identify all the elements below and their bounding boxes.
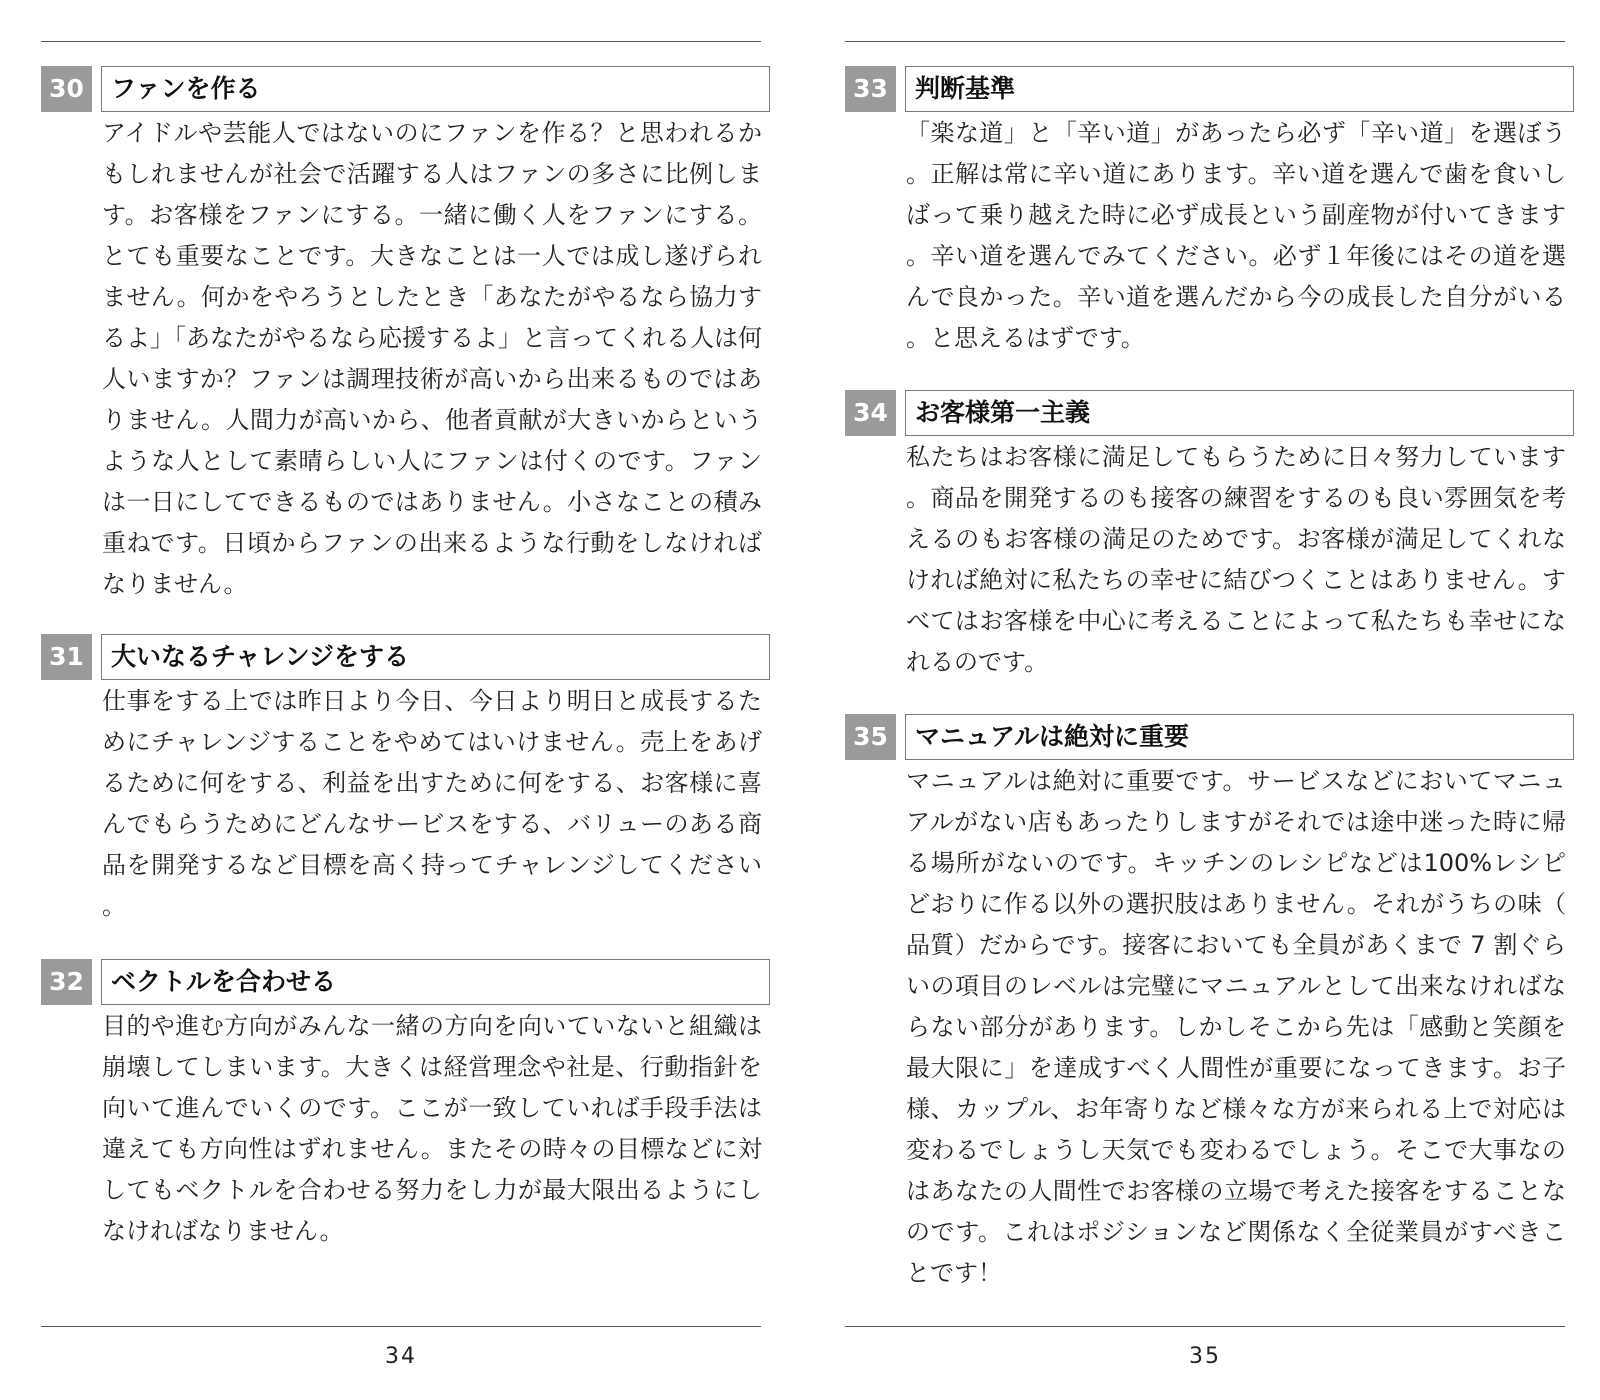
- section-34: [845, 390, 1565, 683]
- section-title: ベクトルを合わせる: [101, 959, 770, 1005]
- left-page: [41, 0, 761, 1400]
- section-35: [845, 714, 1565, 1294]
- section-header: [845, 714, 1565, 760]
- section-title: マニュアルは絶対に重要: [905, 714, 1574, 760]
- section-body: マニュアルは絶対に重要です。サービスなどにおいてマニュアルがない店もあったりしますがそれでは途中迷った時に帰る場所がないのです。キッチンのレシピなどは100%レシピどおりに作る以外の選択肢はありません。それがうちの味（品質）だからです。接客においても全員があくまで 7 割ぐらいの項目のレベルは完璧にマニュアルとして出来なければならない部分があります。しかしそこから先は「感動と笑顔を最大限に」を達成すべく人間性が重要になってきます。お子様、カップル、お年寄りなど様々な方が来られる上で対応は変わるでしょうし天気でも変わるでしょう。そこで大事なのはあなたの人間性でお客様の立場で考えた接客をすることなのです。これはポジションなど関係なく全従業員がすべきことです！: [906, 767, 1566, 1287]
- top-rule: [845, 41, 1565, 42]
- section-title: ファンを作る: [101, 66, 770, 112]
- page-number: 34: [385, 1344, 417, 1369]
- section-title: 大いなるチャレンジをする: [101, 634, 770, 680]
- section-header: [41, 634, 761, 680]
- section-number: 33: [845, 66, 896, 112]
- section-body: 目的や進む方向がみんな一緒の方向を向いていないと組織は崩壊してしまいます。大きくは経営理念や社是、行動指針を向いて進んでいくのです。ここが一致していれば手段手法は違えても方向性はずれません。またその時々の目標などに対してもベクトルを合わせる努力をし力が最大限出るようにしなければなりません。: [102, 1012, 762, 1245]
- section-body: アイドルや芸能人ではないのにファンを作る？と思われるかもしれませんが社会で活躍する人はファンの多さに比例します。お客様をファンにする。一緒に働く人をファンにする。とても重要なことです。大きなことは一人では成し遂げられません。何かをやろうとしたとき「あなたがやるなら協力するよ」「あなたがやるなら応援するよ」と言ってくれる人は何人いますか？ファンは調理技術が高いから出来るものではありません。人間力が高いから、他者貢献が大きいからというような人として素晴らしい人にファンは付くのです。ファンは一日にしてできるものではありません。小さなことの積み重ねです。日頃からファンの出来るような行動をしなければなりません。: [102, 119, 762, 598]
- section-number: 35: [845, 714, 896, 760]
- section-body: 私たちはお客様に満足してもらうために日々努力しています。商品を開発するのも接客の練習をするのも良い雰囲気を考えるのもお客様の満足のためです。お客様が満足してくれなければ絶対に私たちの幸せに結びつくことはありません。すべてはお客様を中心に考えることによって私たちも幸せになれるのです。: [906, 443, 1566, 676]
- page-number: 35: [1189, 1344, 1221, 1369]
- bottom-rule: [845, 1326, 1565, 1327]
- bottom-rule: [41, 1326, 761, 1327]
- section-body: 仕事をする上では昨日より今日、今日より明日と成長するためにチャレンジすることをやめてはいけません。売上をあげるために何をする、利益を出すために何をする、お客様に喜んでもらうためにどんなサービスをする、バリューのある商品を開発するなど目標を高く持ってチャレンジしてください。: [102, 687, 762, 920]
- section-30: [41, 66, 761, 605]
- section-number: 34: [845, 390, 896, 436]
- section-number: 31: [41, 634, 92, 680]
- section-header: [41, 959, 761, 1005]
- section-header: [845, 390, 1565, 436]
- top-rule: [41, 41, 761, 42]
- section-number: 30: [41, 66, 92, 112]
- section-32: [41, 959, 761, 1252]
- section-title: お客様第一主義: [905, 390, 1574, 436]
- section-title: 判断基準: [905, 66, 1574, 112]
- section-header: [845, 66, 1565, 112]
- section-header: [41, 66, 761, 112]
- right-page: [845, 0, 1565, 1400]
- section-number: 32: [41, 959, 92, 1005]
- section-body: 「楽な道」と「辛い道」があったら必ず「辛い道」を選ぼう。正解は常に辛い道にあります。辛い道を選んで歯を食いしばって乗り越えた時に必ず成長という副産物が付いてきます。辛い道を選んでみてください。必ず１年後にはその道を選んで良かった。辛い道を選んだから今の成長した自分がいる。と思えるはずです。: [906, 119, 1566, 352]
- section-31: [41, 634, 761, 927]
- section-33: [845, 66, 1565, 359]
